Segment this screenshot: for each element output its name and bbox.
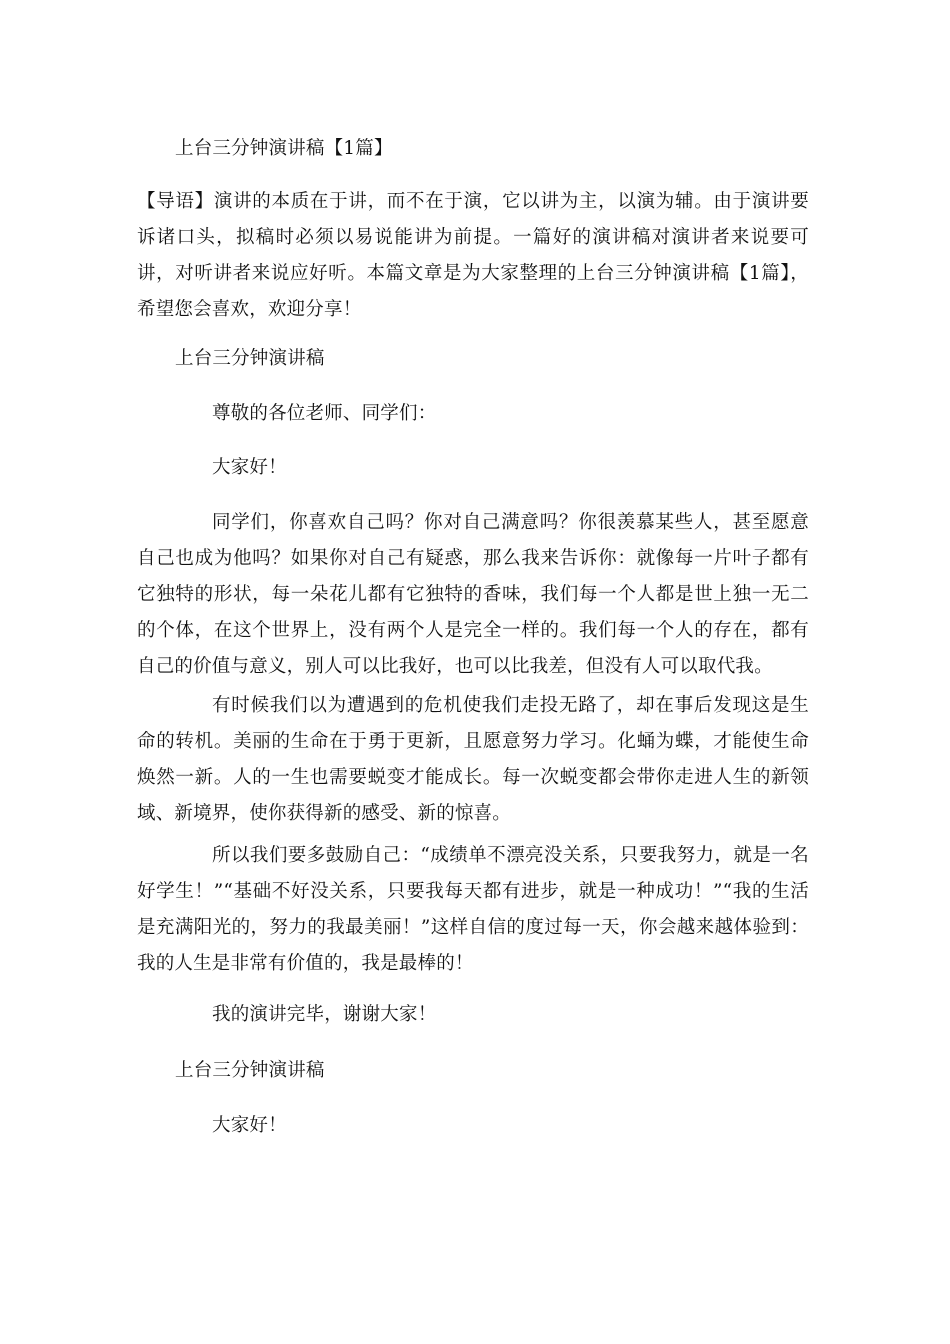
- section1-paragraph-1: 同学们，你喜欢自己吗？你对自己满意吗？你很羡慕某些人，甚至愿意自己也成为他吗？如果你对自己有疑惑，那么我来告诉你：就像每一片叶子都有它独特的形状，每一朵花儿都有它独特的香味，我们每一个人都是世上独一无二的个体，在这个世界上，没有两个人是完全一样的。我们每一个人的存在，都有自己的价值与意义，别人可以比我好，也可以比我差，但没有人可以取代我。: [137, 512, 809, 677]
- section2-heading: 上台三分钟演讲稿: [175, 1060, 325, 1081]
- section1-heading: 上台三分钟演讲稿: [175, 348, 325, 369]
- document-title: 上台三分钟演讲稿【1篇】: [175, 138, 393, 159]
- section2-greeting: 大家好！: [212, 1115, 287, 1136]
- section1-salutation: 尊敬的各位老师、同学们：: [212, 403, 437, 424]
- section1-greeting: 大家好！: [212, 457, 287, 478]
- section1-paragraph-2: 有时候我们以为遭遇到的危机使我们走投无路了，却在事后发现这是生命的转机。美丽的生命在于勇于更新，且愿意努力学习。化蛹为蝶，才能使生命焕然一新。人的一生也需要蜕变才能成长。每一次蜕变都会带你走进人生的新领域、新境界，使你获得新的感受、新的惊喜。: [137, 695, 809, 824]
- section1-closing: 我的演讲完毕，谢谢大家！: [212, 1004, 437, 1025]
- intro-paragraph: 【导语】演讲的本质在于讲，而不在于演，它以讲为主，以演为辅。由于演讲要诉诸口头，拟稿时必须以易说能讲为前提。一篇好的演讲稿对演讲者来说要可讲，对听讲者来说应好听。本篇文章是为大家整理的上台三分钟演讲稿【1篇】，希望您会喜欢，欢迎分享！: [137, 191, 809, 320]
- section1-paragraph-3: 所以我们要多鼓励自己：“成绩单不漂亮没关系，只要我努力，就是一名好学生！”“基础不好没关系，只要我每天都有进步，就是一种成功！”“我的生活是充满阳光的，努力的我最美丽！”这样自信的度过每一天，你会越来越体验到：我的人生是非常有价值的，我是最棒的！: [137, 845, 809, 974]
